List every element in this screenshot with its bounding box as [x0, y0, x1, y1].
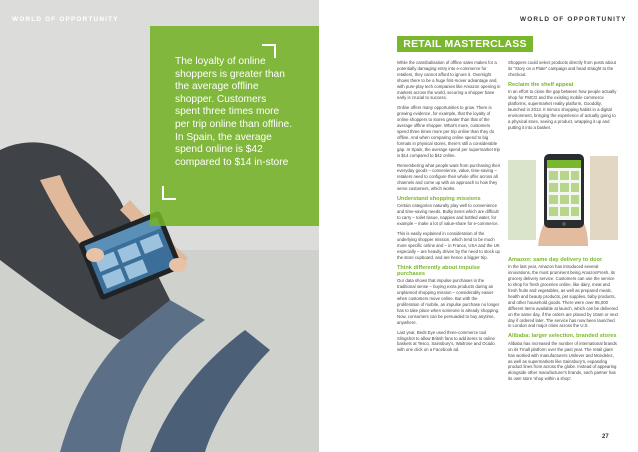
smartphone-photo [508, 150, 618, 246]
paragraph: Our data shows that impulse purchases in the traditional sense – buying extra products during an unplanned shopping mission – considerably easier when customers move online. But with the proliferation of mobile, an impulse purchase no longer has to take place when someone is already shopping. Now, consumers can be persuaded to buy anytime, anywhere. [397, 278, 500, 325]
article-column-2 [508, 60, 618, 134]
paragraph: Alibaba has increased the number of international brands on its Tmall platform over the past year. The retail giant has worked with manufacturers Unilever and Mondelez, as well as supermarkets like Sainsbury's, expanding product lines from across the globe. Instead of appearing alongside other manufacturer's brands, each partner has its own store 'shop within a shop'. [508, 340, 617, 382]
paragraph: In the last year, Amazon has introduced several innovations, the most prominent being AmazonFresh, its grocery delivery service. Customers can use the service to shop for fresh groceries online, like dairy, meat and fresh fruits and vegetables, as well as prepared meals, health and beauty products, pet supplies, baby products, and other household goods. There were over 95,000 different items available at launch, which can be delivered on the same day, if the orders are placed by 10am or next day if ordered later. The service has now been launched in London and major cities across the U.S. [508, 264, 618, 329]
paragraph: Certain categories naturally play well to convenience and time-saving needs. Bulky items which are difficult to carry – toilet tissue, nappies and bottled water, for example – make a lot of value-share for e-commerce. [397, 203, 499, 227]
article-column-2-lower [508, 254, 618, 386]
paragraph: This is easily explained in consideration of the underlying shopper mission, which tend to be much more specific online and – in France, USA and the UK especially – are heavily driven by the need to stock up the store cupboard, and are hence a bigger trip. [397, 231, 500, 260]
paragraph: Last year, Beds Eye used three-commerce tool Slingshot to allow British fans to add items to online baskets at Tesco, Sainsbury's, Waitrose and Ocado with one click on a Facebook ad. [397, 329, 495, 353]
running-head-right: WORLD OF OPPORTUNITY [520, 16, 627, 23]
corner-bracket-bottom-left [162, 186, 176, 200]
paragraph: Shoppers could select products directly from posts about its "Story on a Plate" campaign and head straight to the checkout. [508, 60, 616, 77]
paragraph: While the cannibalisation of offline sales makes for a potentially damaging entry into e-commerce for retailers, they cannot afford to ignore it. Overnight shows there to be a huge first-mover advantage and, with pure-play tech companies like Amazon opening in markets across the world, securing a shopper base early is crucial to success. [397, 60, 501, 101]
subheading: Understand shopping missions [397, 196, 481, 203]
running-head-left: WORLD OF OPPORTUNITY [12, 16, 119, 23]
paragraph: In an effort to close the gap between how people actually shop for FMCG and the existing mobile commerce platforms, supermarket reality platform, Gooddity, launched in 2013. It mimics shopping habits in a digital environment, bringing the experience of actually going to a physical store, seeing a product, wrapping it up and putting it into a basket. [508, 89, 617, 130]
section-banner: RETAIL MASTERCLASS [397, 36, 533, 52]
paragraph: Online offers many opportunities to grow. There is growing evidence, for example, that the loyalty of online shoppers to stores greater than that of the average offline shopper. What's more, customers spend three times more per trip online than they do offline. And when comparing online spend to big formats in physical stores, there's still a considerable gap. In Spain, the average spend per supermarket trip is $14 compared to $42 online. [397, 105, 500, 158]
paragraph: Remembering what people want from purchasing their everyday goods – convenience, value, time-saving – retailers need to configure their whole offer across all channels and come up with an approach to how they serve customers, which works. [397, 162, 501, 192]
subheading: Think differently about impulse purchases [397, 264, 480, 277]
page-number: 27 [602, 434, 609, 440]
hand-holding-phone-illustration [508, 150, 618, 246]
article-column-1 [397, 60, 501, 357]
pull-quote: The loyalty of online shoppers is greater than the average offline shopper. Customers spent three times more per trip online than offline. In Spain, the average spend online is $42 compared to $14 in-store [175, 56, 293, 168]
subheading: Reclaim the shelf appeal [508, 81, 574, 88]
subheading: Amazon: same day delivery to door [508, 257, 603, 263]
subheading: Alibaba: larger selection, branded stores [508, 333, 617, 340]
